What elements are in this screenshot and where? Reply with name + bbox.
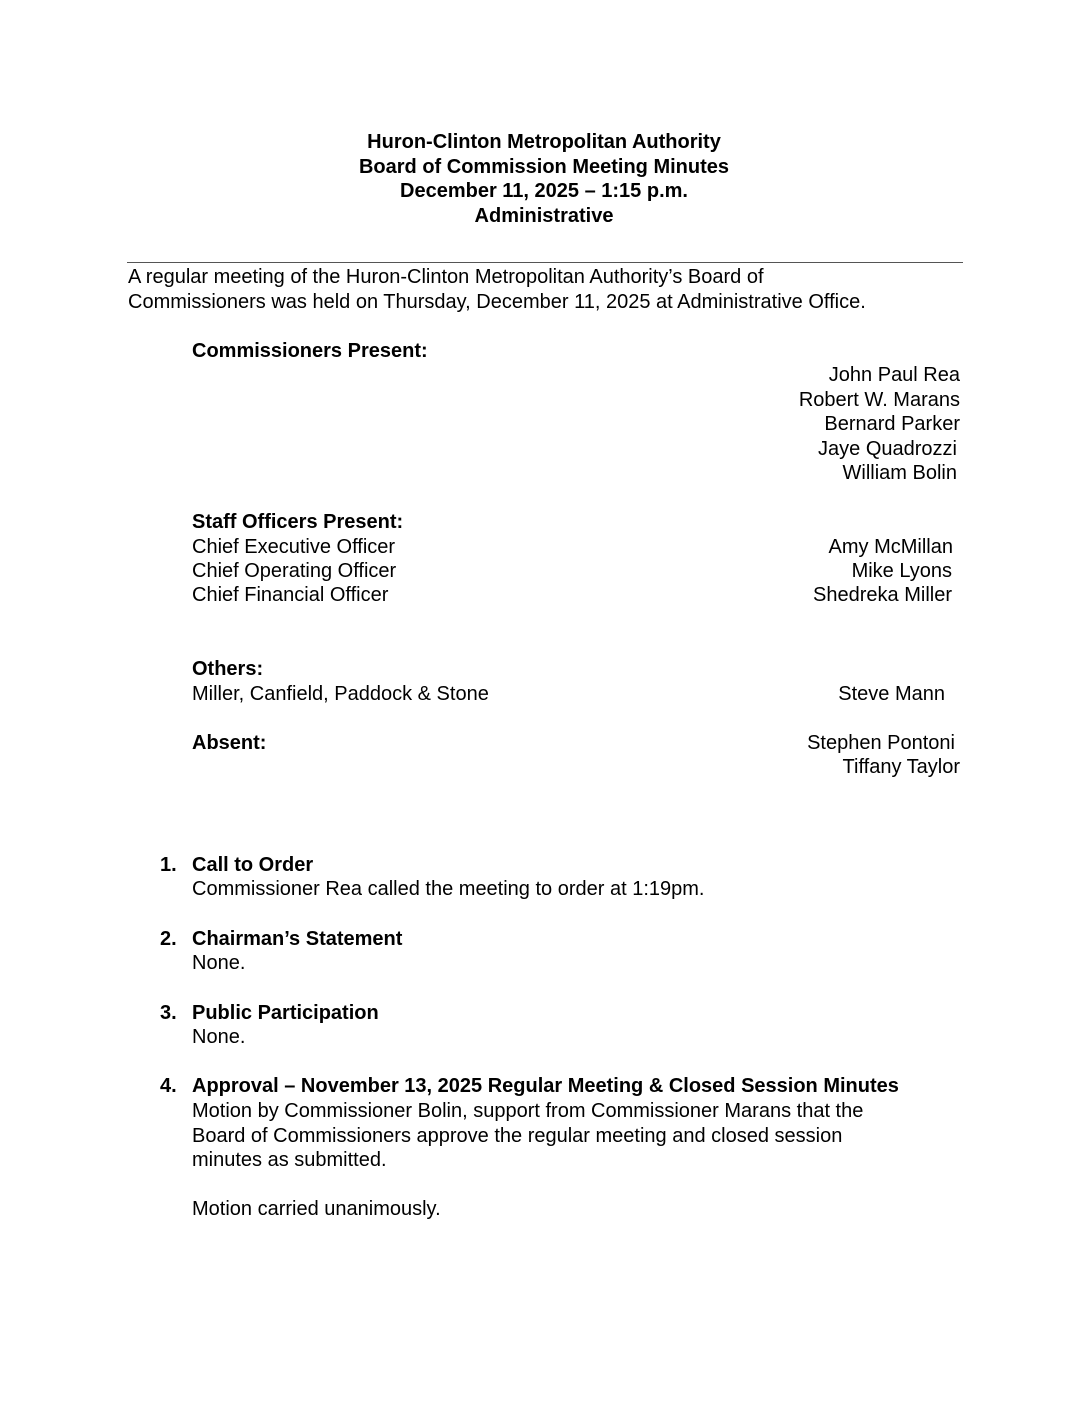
commissioners-heading: Commissioners Present:	[192, 340, 428, 362]
staff-heading: Staff Officers Present:	[192, 511, 404, 533]
meeting-type: Board of Commission Meeting Minutes	[358, 155, 730, 178]
absent-name: Tiffany Taylor	[842, 756, 960, 778]
agenda-title: Approval – November 13, 2025 Regular Meeting & Closed Session Minutes	[192, 1075, 899, 1097]
commissioner-name: John Paul Rea	[828, 364, 960, 386]
motion-result: Motion carried unanimously.	[192, 1198, 441, 1220]
intro-line: Commissioners was held on Thursday, December 11, 2025 at Administrative Office.	[128, 290, 866, 313]
absent-name: Stephen Pontoni	[807, 732, 955, 754]
agenda-body-line: Motion by Commissioner Bolin, support from Commissioner Marans that the	[192, 1100, 864, 1122]
commissioner-name: William Bolin	[842, 462, 957, 484]
agenda-number: 4.	[160, 1075, 177, 1097]
agenda-body: None.	[192, 952, 246, 974]
intro-line: A regular meeting of the Huron-Clinton Metropolitan Authority’s Board of	[128, 266, 764, 288]
agenda-title: Chairman’s Statement	[192, 928, 403, 950]
others-heading: Others:	[192, 658, 264, 680]
commissioner-name: Robert W. Marans	[798, 389, 960, 411]
agenda-number: 1.	[160, 854, 177, 876]
agenda-body-line: minutes as submitted.	[192, 1149, 387, 1171]
commissioner-name: Jaye Quadrozzi	[818, 438, 957, 460]
document-title	[0, 130, 1088, 228]
agenda-body: Commissioner Rea called the meeting to order at 1:19pm.	[192, 878, 705, 900]
agenda-body-line: Board of Commissioners approve the regular meeting and closed session	[192, 1124, 843, 1147]
meeting-date: December 11, 2025 – 1:15 p.m.	[400, 180, 688, 202]
agenda-title: Call to Order	[192, 854, 314, 876]
staff-name: Shedreka Miller	[813, 584, 952, 606]
meeting-location: Administrative	[474, 204, 614, 227]
staff-title: Chief Financial Officer	[192, 584, 389, 606]
org-name: Huron-Clinton Metropolitan Authority	[367, 131, 721, 153]
agenda-title: Public Participation	[192, 1002, 379, 1024]
staff-title: Chief Executive Officer	[192, 536, 396, 558]
agenda-body	[192, 1099, 962, 1173]
others-org: Miller, Canfield, Paddock & Stone	[192, 683, 489, 705]
intro-paragraph	[128, 265, 968, 314]
agenda-number: 3.	[160, 1002, 177, 1024]
others-name: Steve Mann	[838, 683, 945, 705]
agenda-number: 2.	[160, 928, 177, 950]
header-divider	[127, 262, 963, 263]
staff-title: Chief Operating Officer	[192, 560, 397, 582]
absent-heading: Absent:	[192, 732, 267, 754]
commissioner-name: Bernard Parker	[824, 413, 960, 435]
agenda-body: None.	[192, 1026, 246, 1048]
staff-name: Mike Lyons	[851, 560, 952, 582]
staff-name: Amy McMillan	[828, 536, 953, 558]
